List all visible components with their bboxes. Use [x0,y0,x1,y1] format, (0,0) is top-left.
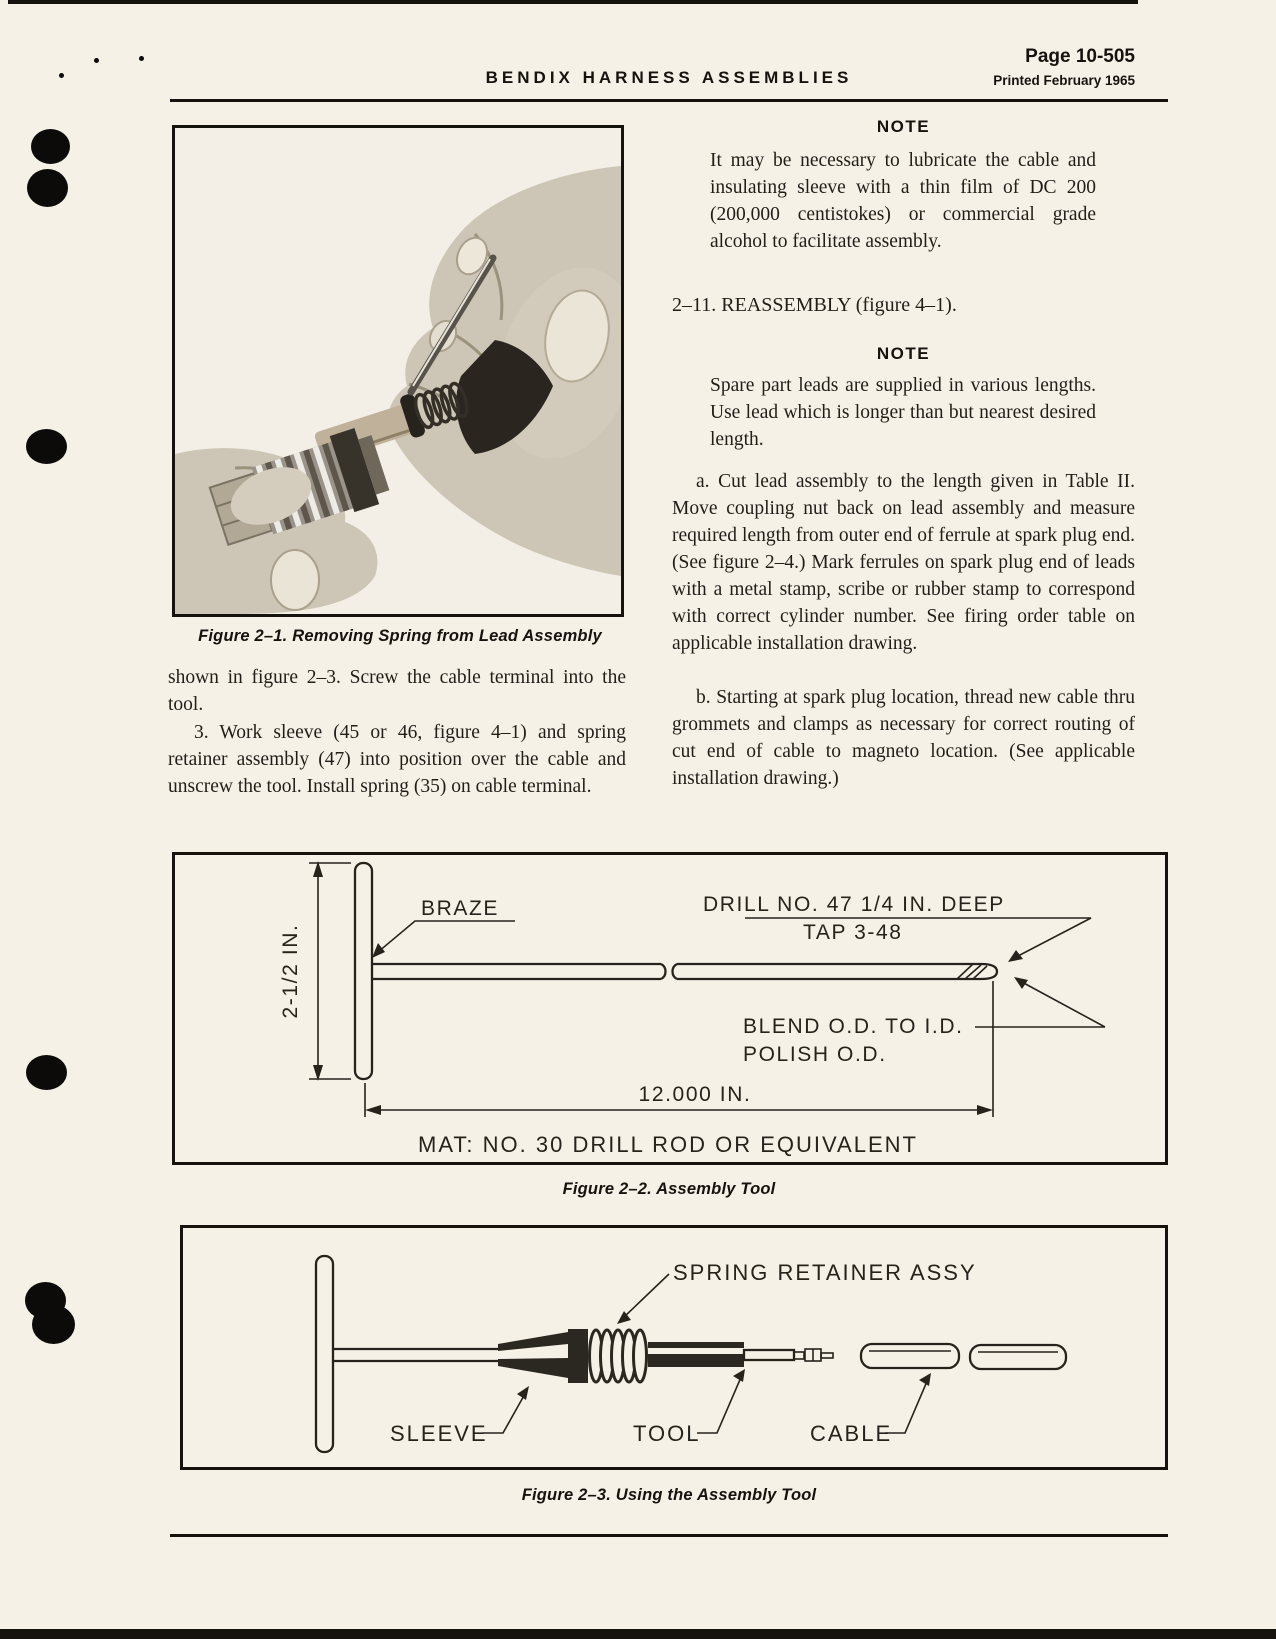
figure-2-1-caption: Figure 2–1. Removing Spring from Lead Assembly [198,627,602,645]
note-1-text: It may be necessary to lubricate the cable and insulating sleeve with a thin film of DC 200 (200,000 centistokes) or commercial grade alcohol to facilitate assembly. [710,150,1096,252]
dim-height-label: 2-1/2 IN. [279,923,302,1019]
top-scan-bar [8,0,1138,4]
spring-retainer-label: SPRING RETAINER ASSY [673,1260,977,1285]
figure-2-3-drawing [180,1225,1168,1470]
punch-mark [26,1055,67,1090]
paragraph-b: b. Starting at spark plug location, thread new cable thru grommets and clamps as necessary for correct routing of cut end of cable to magneto location. (See applicable installation drawing.) [672,687,1135,789]
page-number: Page 10-505 [1025,46,1135,67]
photo-removing-spring [175,128,621,614]
punch-mark [31,129,70,164]
figure-2-3-caption: Figure 2–3. Using the Assembly Tool [521,1486,817,1504]
page-title: BENDIX HARNESS ASSEMBLIES [485,68,853,87]
printed-date: Printed February 1965 [993,73,1135,88]
section-heading-2-11: 2–11. REASSEMBLY (figure 4–1). [672,294,957,316]
punch-mark [26,429,67,464]
figure-2-2-drawing [172,852,1168,1165]
blend-label: BLEND O.D. TO I.D. [743,1015,964,1038]
paragraph-a: a. Cut lead assembly to the length given in Table II. Move coupling nut back on lead assembly and measure required length from outer end of ferrule at spark plug end. (See figure 2–4.) Mark ferrules on spark plug end of leads with a metal stamp, scribe or rubber stamp to correspond with correct cylinder number. See firing order table on applicable installation drawing. [672,471,1135,654]
bottom-scan-bar [0,1629,1276,1639]
length-label: 12.000 IN. [638,1083,752,1106]
tool-label: TOOL [633,1421,701,1446]
speck [94,58,99,63]
using-assembly-tool-drawing [183,1228,1165,1467]
tap-label: TAP 3-48 [803,921,903,944]
figure-2-2-caption: Figure 2–2. Assembly Tool [562,1180,776,1198]
note-label-1: NOTE [876,117,931,136]
speck [139,56,144,61]
punch-mark [27,169,68,207]
paragraph-continuation: shown in figure 2–3. Screw the cable terminal into the tool. [168,667,626,715]
material-label: MAT: NO. 30 DRILL ROD OR EQUIVALENT [418,1132,918,1157]
figure-2-1-photo [172,125,624,617]
note-2-text: Spare part leads are supplied in various lengths. Use lead which is longer than but nearest desired length. [710,375,1096,450]
speck [59,73,64,78]
cable-label: CABLE [810,1421,893,1446]
assembly-tool-drawing [175,855,1165,1162]
footer-rule [170,1534,1168,1537]
polish-label: POLISH O.D. [743,1043,887,1066]
punch-mark [32,1305,75,1344]
paragraph-step-3: 3. Work sleeve (45 or 46, figure 4–1) and spring retainer assembly (47) into position over the cable and unscrew the tool. Install spring (35) on cable terminal. [168,722,626,797]
note-label-2: NOTE [876,344,931,363]
braze-label: BRAZE [421,897,500,920]
header-rule [170,99,1168,102]
sleeve-label: SLEEVE [390,1421,488,1446]
drill-label: DRILL NO. 47 1/4 IN. DEEP [703,893,1005,916]
